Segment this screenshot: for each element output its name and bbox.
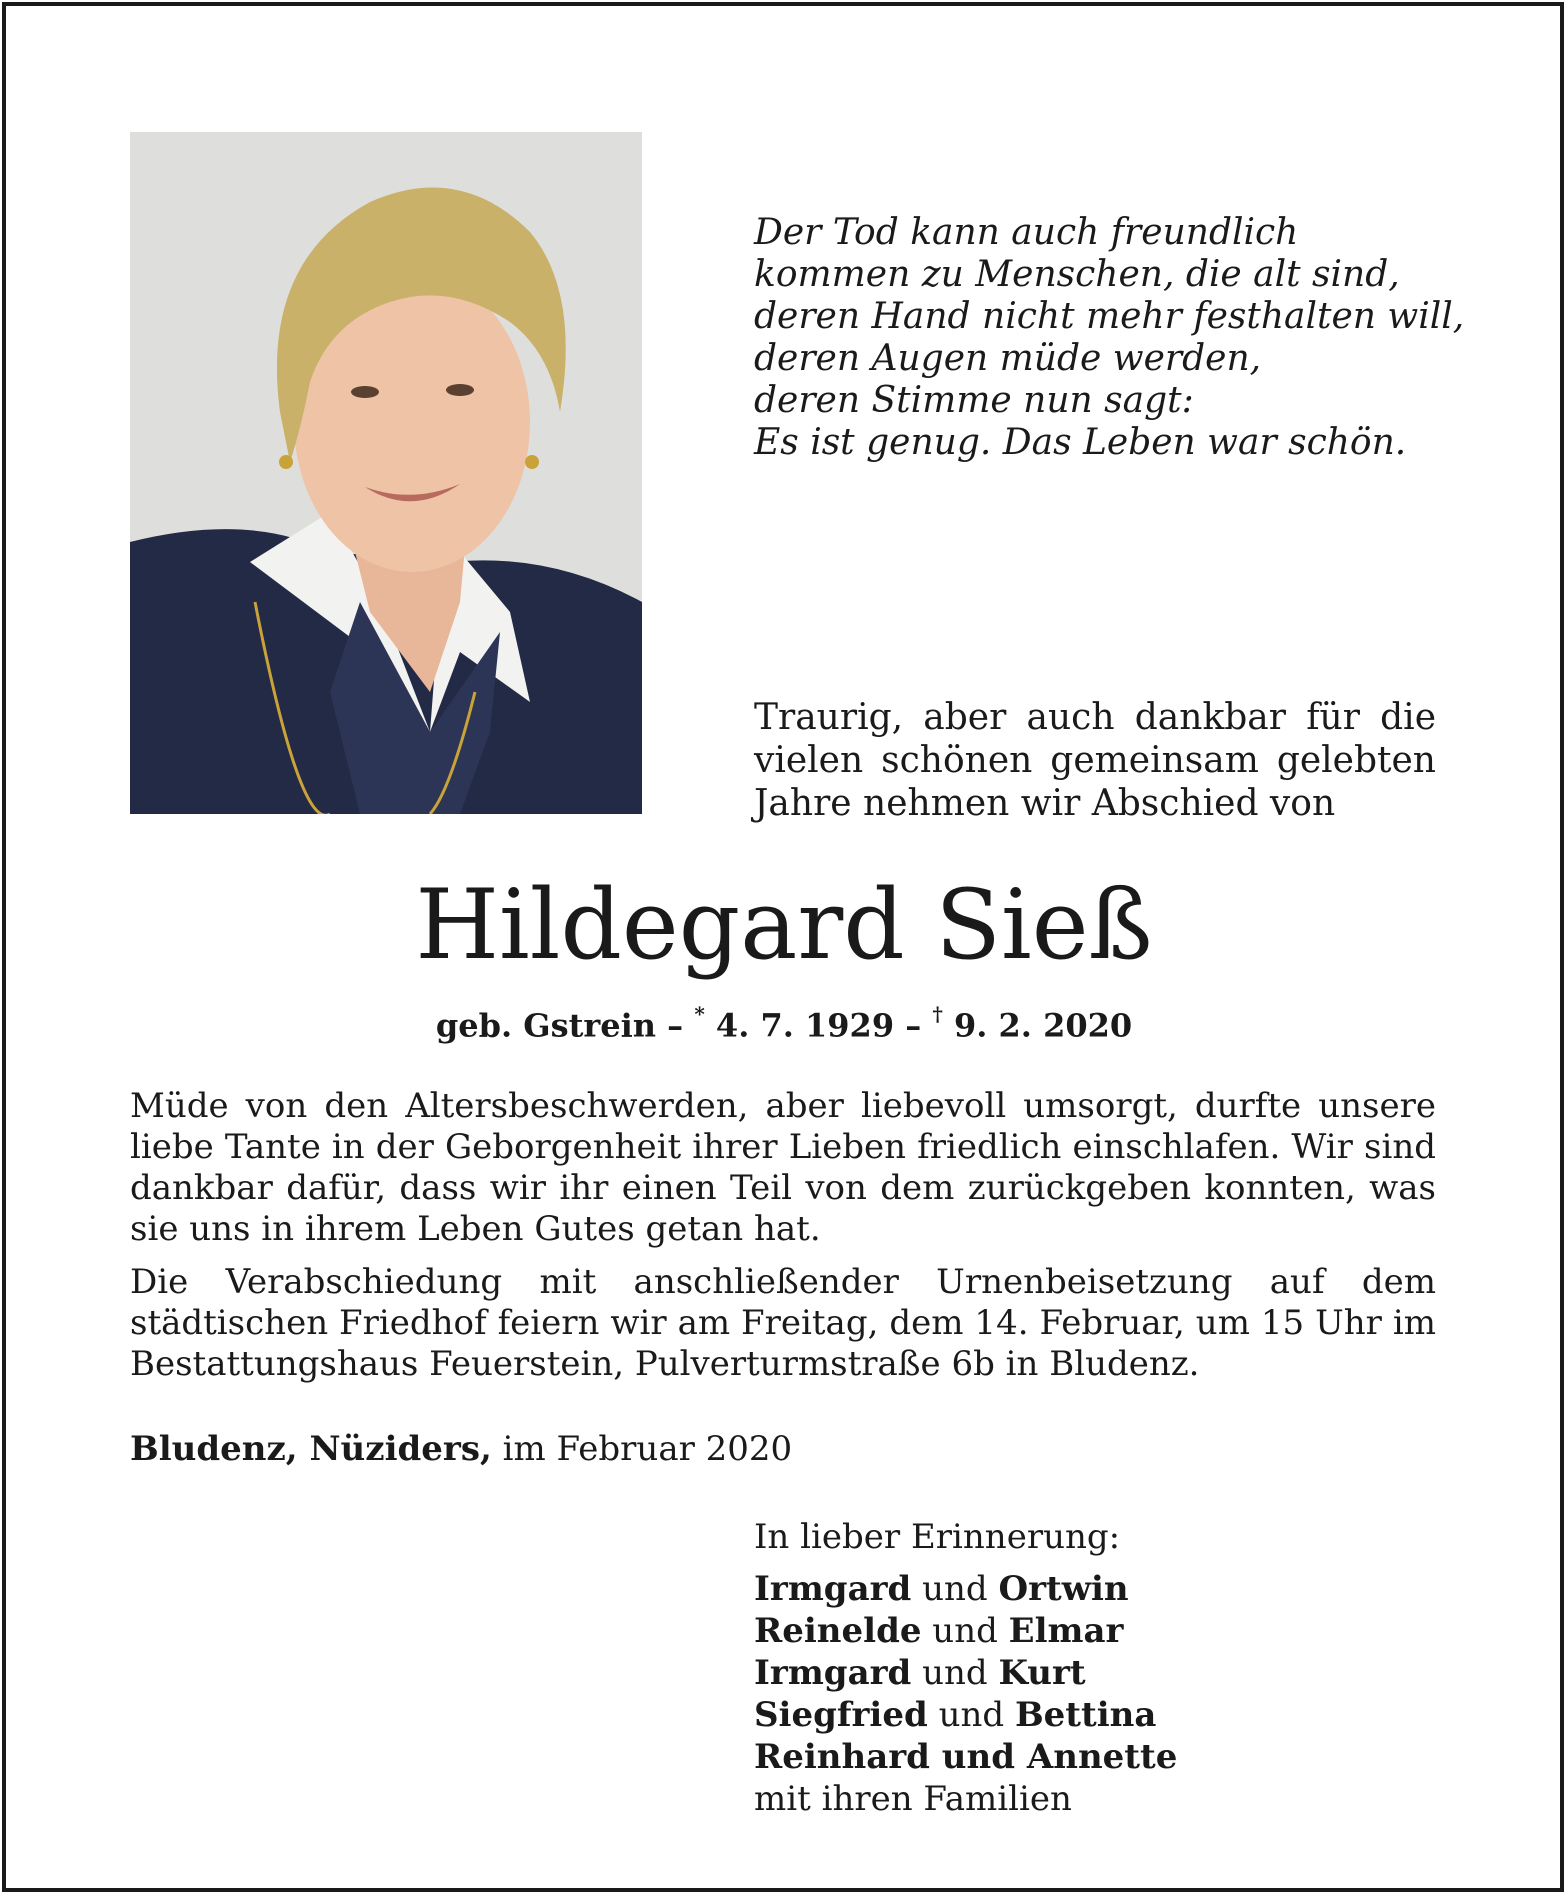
mourner-name: Elmar <box>1008 1611 1124 1651</box>
poem-line: deren Stimme nun sagt: <box>754 380 1194 421</box>
mourner-name: Irmgard <box>754 1653 912 1693</box>
mourner-row <box>754 1736 1177 1778</box>
mourner-name: Bettina <box>1014 1695 1157 1735</box>
poem-line: deren Hand nicht mehr festhalten will, <box>754 296 1465 337</box>
closing-text: mit ihren Familien <box>754 1779 1072 1819</box>
joiner: und <box>938 1695 1005 1735</box>
deceased-name: Hildegard Sieß <box>415 869 1153 981</box>
joiner: und <box>922 1569 988 1609</box>
portrait-photo-icon <box>130 132 642 814</box>
poem <box>754 212 1474 464</box>
birth-star-icon: * <box>694 1002 705 1026</box>
month-year: im Februar 2020 <box>502 1429 793 1469</box>
mourner-name: Kurt <box>998 1653 1086 1693</box>
mourner-name: Ortwin <box>998 1569 1129 1609</box>
mourner-row <box>754 1652 1177 1694</box>
mourner-name: Siegfried <box>754 1695 928 1735</box>
mourner-name: Reinelde <box>754 1611 922 1651</box>
intro-text: Traurig, aber auch dankbar für die vielen schönen gemeinsam gelebten Jahre nehmen wir Abschied von <box>754 697 1436 824</box>
poem-line: Es ist genug. Das Leben war schön. <box>754 422 1407 463</box>
place-names: Bludenz, Nüziders, <box>130 1429 492 1469</box>
birth-date: 4. 7. 1929 – <box>715 1006 922 1045</box>
poem-line: deren Augen müde werden, <box>754 338 1262 379</box>
paragraph-farewell: Müde von den Altersbeschwerden, aber liebevoll umsorgt, durfte unsere liebe Tante in der Geborgenheit ihrer Lieben friedlich einschlafen. Wir sind dankbar dafür, dass wir ihr einen Teil von dem zurückgeben konnten, was sie uns in ihrem Leben Gutes getan hat. <box>130 1086 1436 1249</box>
mourner-name: Reinhard und Annette <box>754 1737 1178 1777</box>
mourner-row <box>754 1694 1177 1736</box>
mourner-name: Irmgard <box>754 1569 912 1609</box>
mourners-list <box>754 1568 1177 1820</box>
death-cross-icon: † <box>932 1002 943 1026</box>
poem-line: kommen zu Menschen, die alt sind, <box>754 254 1400 295</box>
joiner: und <box>922 1653 988 1693</box>
portrait-photo <box>130 132 642 814</box>
life-dates <box>0 998 1568 1046</box>
death-date: 9. 2. 2020 <box>953 1006 1133 1045</box>
place-date <box>130 1428 792 1470</box>
memory-heading: In lieber Erinnerung: <box>754 1517 1121 1557</box>
poem-line: Der Tod kann auch freundlich <box>754 212 1299 253</box>
joiner: und <box>932 1611 998 1651</box>
maiden-name: geb. Gstrein – <box>435 1006 684 1045</box>
mourner-row <box>754 1568 1177 1610</box>
mourner-row <box>754 1610 1177 1652</box>
paragraph-ceremony: Die Verabschiedung mit anschließender Urnenbeisetzung auf dem städtischen Friedhof feiern wir am Freitag, dem 14. Februar, um 15 Uhr im Bestattungshaus Feuerstein, Pulverturmstraße 6b in Bludenz. <box>130 1262 1436 1384</box>
